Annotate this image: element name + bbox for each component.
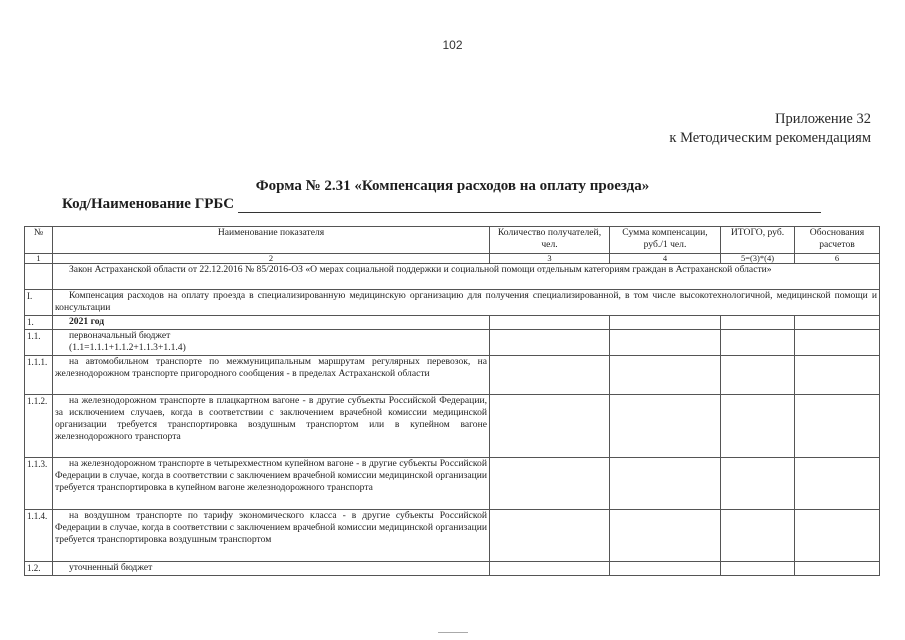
page-number: 102 [442,38,463,52]
sum-cell [610,316,721,330]
row-text: уточненный бюджет [53,562,490,576]
col-number-cell: 5=(3)*(4) [721,254,795,264]
section-text: Компенсация расходов на оплату проезда в специализированную медицинскую организацию для получения специализированной, в том числе высокотехнологичной, медицинской помощи и консультации [53,290,880,316]
row-number: I. [25,290,53,316]
table-row [25,562,880,576]
row-number: 1.1.2. [25,395,53,458]
col-number-cell: 4 [610,254,721,264]
col-number-cell: 3 [490,254,610,264]
qty-cell [490,395,610,458]
row-text: 2021 год [53,316,490,330]
total-cell [721,356,795,395]
row-text-line-2: (1.1=1.1.1+1.1.2+1.1.3+1.1.4) [69,342,186,353]
total-cell [721,562,795,576]
row-number: 1.1. [25,330,53,356]
sum-cell [610,510,721,562]
header-num: № [25,227,53,254]
total-cell [721,510,795,562]
basis-cell [795,458,880,510]
compensation-table [24,226,880,576]
table-row [25,458,880,510]
header-qty: Количество получателей, чел. [490,227,610,254]
header-row [25,227,880,254]
qty-cell [490,356,610,395]
total-cell [721,330,795,356]
total-cell [721,395,795,458]
law-text: Закон Астраханской области от 22.12.2016 № 85/2016-ОЗ «О мерах социальной поддержки и социальной помощи отдельным категориям граждан в Астраханской области» [53,264,880,290]
appendix-line-1: Приложение 32 [775,111,871,127]
header-basis: Обоснования расчетов [795,227,880,254]
row-text: на железнодорожном транспорте в плацкартном вагоне - в другие субъекты Российской Федерации, за исключением случаев, когда в соответствии с заключением врачебной комиссии медицинской организации требуется транспортировка воздушным транспортом или в купейном вагоне железнодорожного транспорта [53,395,490,458]
row-text-line-1: первоначальный бюджет [69,330,171,341]
row-number: 1.2. [25,562,53,576]
grbs-label: Код/Наименование ГРБС [62,196,235,212]
sum-cell [610,458,721,510]
table-row [25,510,880,562]
basis-cell [795,562,880,576]
column-number-row [25,254,880,264]
row-text: на воздушном транспорте по тарифу экономического класса - в другие субъекты Российской Федерации в случае, когда в соответствии с заключением врачебной комиссии медицинской организации требуется транспортировка воздушным транспортом [53,510,490,562]
basis-cell [795,510,880,562]
col-number-cell: 6 [795,254,880,264]
header-total: ИТОГО, руб. [721,227,795,254]
row-text [53,330,490,356]
col-number-cell: 2 [53,254,490,264]
grbs-fill-line [238,200,821,213]
table-row-section [25,290,880,316]
header-name: Наименование показателя [53,227,490,254]
row-text: на железнодорожном транспорте в четырехместном купейном вагоне - в другие субъекты Российской Федерации в случае, когда в соответствии с заключением врачебной комиссии медицинской организации требуется транспортировка в купейном вагоне железнодорожного транспорта [53,458,490,510]
col-number-cell: 1 [25,254,53,264]
row-number [25,264,53,290]
row-number: 1. [25,316,53,330]
basis-cell [795,356,880,395]
bottom-scan-mark [438,632,468,633]
qty-cell [490,562,610,576]
basis-cell [795,395,880,458]
qty-cell [490,458,610,510]
row-number: 1.1.3. [25,458,53,510]
form-title: Форма № 2.31 «Компенсация расходов на оплату проезда» [255,178,650,194]
sum-cell [610,562,721,576]
grbs-row [62,196,821,213]
total-cell [721,316,795,330]
sum-cell [610,356,721,395]
qty-cell [490,330,610,356]
table-row [25,395,880,458]
qty-cell [490,510,610,562]
row-text: на автомобильном транспорте по межмуниципальным маршрутам регулярных перевозок, на железнодорожном транспорте пригородного сообщения - в пределах Астраханской области [53,356,490,395]
row-number: 1.1.1. [25,356,53,395]
sum-cell [610,395,721,458]
row-number: 1.1.4. [25,510,53,562]
table-row [25,356,880,395]
basis-cell [795,316,880,330]
total-cell [721,458,795,510]
appendix-note [669,110,871,148]
header-sum: Сумма компенсации, руб./1 чел. [610,227,721,254]
table-row [25,316,880,330]
sum-cell [610,330,721,356]
appendix-line-2: к Методическим рекомендациям [669,130,871,146]
basis-cell [795,330,880,356]
qty-cell [490,316,610,330]
table-row-law [25,264,880,290]
table-row [25,330,880,356]
